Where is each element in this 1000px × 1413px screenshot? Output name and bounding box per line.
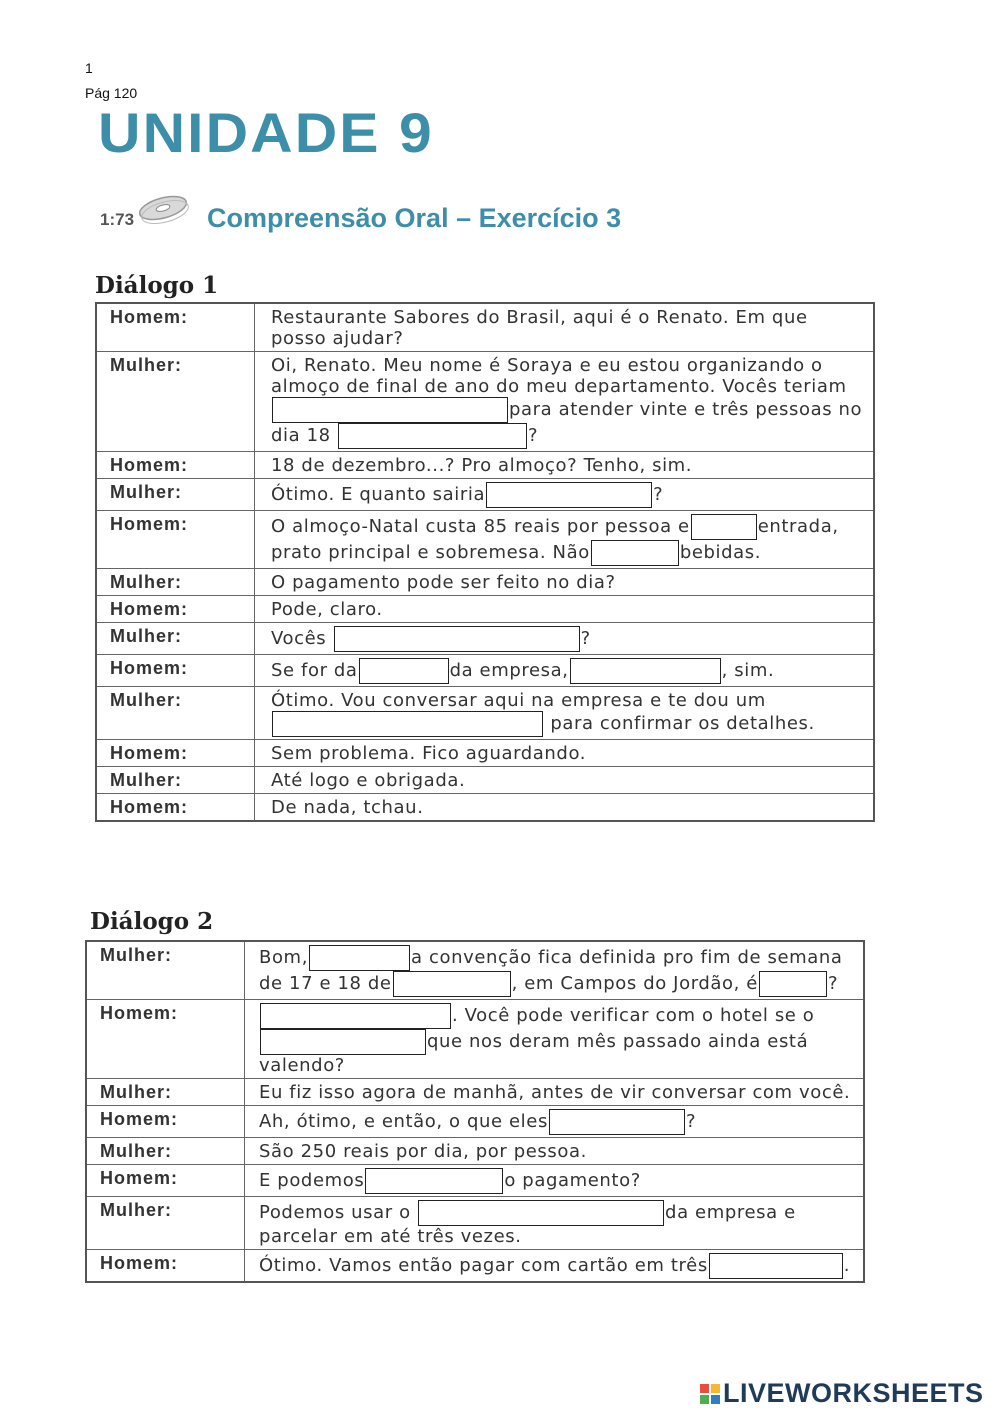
blank-input[interactable]: [759, 971, 827, 997]
speaker-label: Mulher:: [96, 479, 255, 511]
blank-input[interactable]: [591, 540, 679, 566]
liveworksheets-logo: [700, 1378, 984, 1409]
speaker-label: Mulher:: [96, 352, 255, 452]
speaker-label: Homem:: [96, 303, 255, 352]
dialogue-line: [255, 352, 875, 452]
speaker-label: Mulher:: [96, 623, 255, 655]
line-text: Sem problema. Fico aguardando.: [271, 743, 587, 764]
speaker-label: Homem:: [96, 655, 255, 687]
dialogue-1-table: [95, 302, 875, 822]
blank-input[interactable]: [691, 514, 757, 540]
dialogue-2-title: Diálogo 2: [90, 908, 214, 935]
line-text: ?: [827, 973, 839, 994]
blank-input[interactable]: [338, 423, 527, 449]
speaker-label: Homem:: [86, 1165, 245, 1197]
dialogue-line: [245, 1079, 865, 1106]
line-text: Podemos usar o: [259, 1202, 418, 1223]
dialogue-row: [86, 1138, 864, 1165]
blank-input[interactable]: [570, 658, 721, 684]
line-text: Oi, Renato. Meu nome é Soraya e eu estou organizando o almoço de final de ano do meu departamento. Vocês teriam: [271, 355, 847, 397]
speaker-label: Homem:: [96, 511, 255, 569]
dialogue-line: [255, 479, 875, 511]
line-text: 18 de dezembro...? Pro almoço? Tenho, sim.: [271, 455, 693, 476]
dialogue-row: [96, 569, 874, 596]
page-number: 1: [85, 60, 93, 76]
line-text: para atender vinte e três pessoas no dia 18: [271, 399, 863, 446]
dialogue-line: [255, 569, 875, 596]
line-text: bebidas.: [679, 542, 762, 563]
line-text: Ótimo. Vou conversar aqui na empresa e te dou um: [271, 690, 766, 711]
line-text: Se for da: [271, 660, 358, 681]
logo-mark-icon: [700, 1384, 720, 1404]
speaker-label: Mulher:: [86, 1079, 245, 1106]
dialogue-row: [96, 452, 874, 479]
line-text: da empresa,: [449, 660, 569, 681]
dialogue-line: [245, 1250, 865, 1283]
speaker-label: Homem:: [96, 452, 255, 479]
line-text: ?: [580, 628, 591, 649]
dialogue-line: [255, 794, 875, 822]
line-text: .: [843, 1255, 851, 1276]
speaker-label: Mulher:: [86, 1197, 245, 1250]
dialogue-line: [245, 1106, 865, 1138]
dialogue-line: [245, 1000, 865, 1079]
line-text: E podemos: [259, 1170, 365, 1191]
speaker-label: Mulher:: [86, 941, 245, 1000]
blank-input[interactable]: [549, 1109, 685, 1135]
dialogue-line: [255, 596, 875, 623]
dialogue-line: [255, 303, 875, 352]
speaker-label: Homem:: [86, 1250, 245, 1283]
dialogue-row: [86, 941, 864, 1000]
line-text: Bom,: [259, 947, 309, 968]
dialogue-row: [96, 596, 874, 623]
dialogue-line: [255, 623, 875, 655]
dialogue-row: [96, 352, 874, 452]
dialogue-line: [245, 1197, 865, 1250]
line-text: De nada, tchau.: [271, 797, 424, 818]
dialogue-line: [245, 941, 865, 1000]
dialogue-line: [255, 452, 875, 479]
dialogue-row: [96, 794, 874, 822]
line-text: Pode, claro.: [271, 599, 383, 620]
dialogue-line: [255, 687, 875, 740]
blank-input[interactable]: [393, 971, 511, 997]
blank-input[interactable]: [486, 482, 652, 508]
exercise-title: Compreensão Oral – Exercício 3: [207, 203, 622, 233]
line-text: Restaurante Sabores do Brasil, aqui é o Renato. Em que posso ajudar?: [271, 307, 808, 349]
line-text: Ótimo. E quanto sairia: [271, 484, 486, 505]
line-text: da empresa e parcelar em até três vezes.: [259, 1202, 796, 1247]
blank-input[interactable]: [272, 711, 543, 737]
page-reference: Pág 120: [85, 85, 138, 101]
line-text: ?: [528, 425, 539, 446]
dialogue-line: [255, 655, 875, 687]
line-text: O almoço-Natal custa 85 reais por pessoa e: [271, 516, 690, 537]
blank-input[interactable]: [260, 1029, 426, 1055]
logo-text: LIVEWORKSHEETS: [723, 1378, 984, 1408]
speaker-label: Mulher:: [96, 687, 255, 740]
blank-input[interactable]: [709, 1253, 843, 1279]
cd-icon: [135, 190, 190, 226]
line-text: para confirmar os detalhes.: [544, 713, 815, 734]
dialogue-row: [86, 1250, 864, 1283]
blank-input[interactable]: [359, 658, 449, 684]
dialogue-row: [86, 1197, 864, 1250]
dialogue-row: [96, 623, 874, 655]
blank-input[interactable]: [272, 397, 508, 423]
dialogue-row: [96, 511, 874, 569]
speaker-label: Homem:: [96, 740, 255, 767]
dialogue-row: [86, 1106, 864, 1138]
speaker-label: Mulher:: [86, 1138, 245, 1165]
line-text: Ótimo. Vamos então pagar com cartão em três: [259, 1255, 708, 1276]
dialogue-row: [86, 1000, 864, 1079]
dialogue-row: [96, 303, 874, 352]
blank-input[interactable]: [418, 1200, 664, 1226]
line-text: que nos deram mês passado ainda está valendo?: [259, 1031, 809, 1076]
dialogue-line: [255, 511, 875, 569]
line-text: , em Campos do Jordão, é: [511, 973, 758, 994]
line-text: O pagamento pode ser feito no dia?: [271, 572, 616, 593]
dialogue-1-title: Diálogo 1: [95, 272, 219, 299]
dialogue-line: [245, 1165, 865, 1197]
line-text: Até logo e obrigada.: [271, 770, 466, 791]
blank-input[interactable]: [365, 1168, 503, 1194]
line-text: o pagamento?: [504, 1170, 641, 1191]
speaker-label: Homem:: [86, 1000, 245, 1079]
speaker-label: Homem:: [96, 794, 255, 822]
line-text: entrada, prato principal e sobremesa. Não: [271, 516, 839, 563]
speaker-label: Mulher:: [96, 767, 255, 794]
dialogue-row: [96, 767, 874, 794]
speaker-label: Homem:: [96, 596, 255, 623]
track-number: 1:73: [100, 210, 135, 229]
unit-title: UNIDADE 9: [98, 101, 434, 164]
dialogue-row: [86, 1165, 864, 1197]
line-text: Eu fiz isso agora de manhã, antes de vir conversar com você.: [259, 1082, 851, 1103]
dialogue-row: [86, 1079, 864, 1106]
line-text: . Você pode verificar com o hotel se o: [452, 1005, 815, 1026]
line-text: ?: [653, 484, 664, 505]
line-text: Vocês: [271, 628, 333, 649]
dialogue-row: [96, 740, 874, 767]
speaker-label: Homem:: [86, 1106, 245, 1138]
line-text: ?: [685, 1111, 697, 1132]
dialogue-row: [96, 479, 874, 511]
line-text: a convenção fica definida pro fim de semana de 17 e 18 de: [259, 947, 843, 994]
dialogue-row: [96, 687, 874, 740]
blank-input[interactable]: [260, 1003, 451, 1029]
line-text: , sim.: [721, 660, 775, 681]
line-text: Ah, ótimo, e então, o que eles: [259, 1111, 548, 1132]
dialogue-line: [245, 1138, 865, 1165]
speaker-label: Mulher:: [96, 569, 255, 596]
dialogue-row: [96, 655, 874, 687]
blank-input[interactable]: [309, 945, 410, 971]
blank-input[interactable]: [334, 626, 580, 652]
dialogue-line: [255, 767, 875, 794]
dialogue-line: [255, 740, 875, 767]
line-text: São 250 reais por dia, por pessoa.: [259, 1141, 587, 1162]
dialogue-2-table: [85, 940, 865, 1283]
